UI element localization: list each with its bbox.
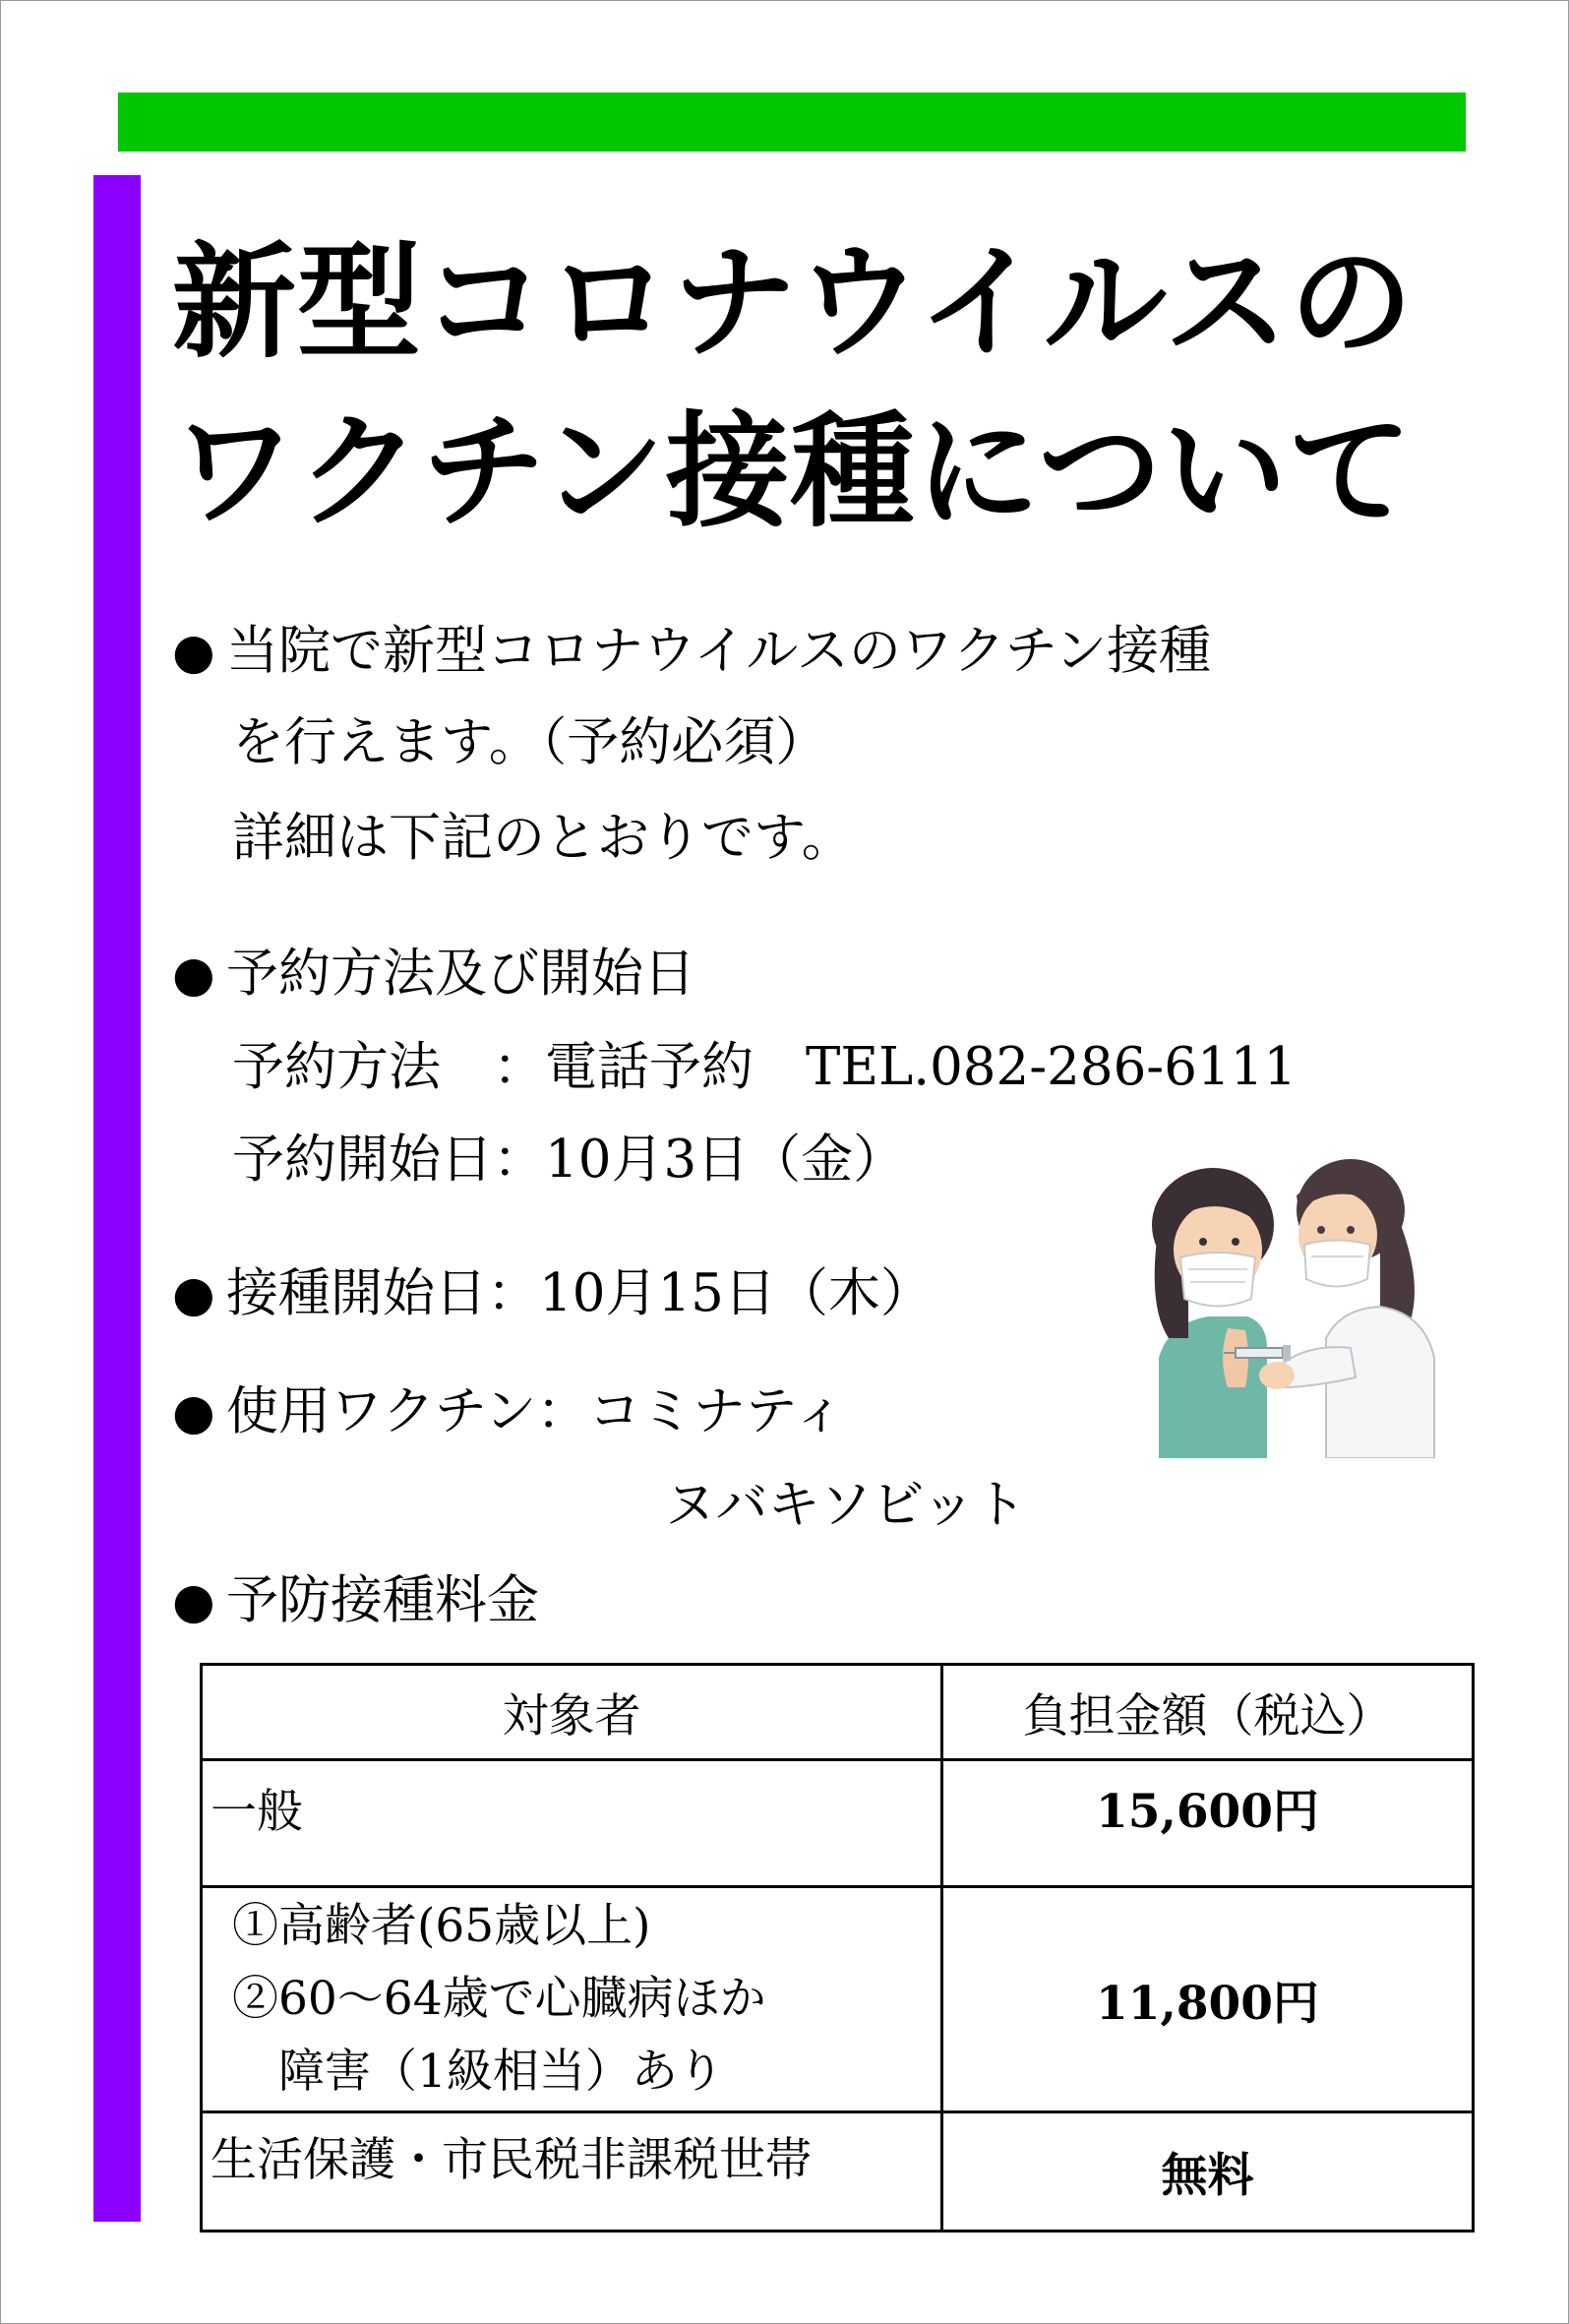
row-target-elderly [202, 1887, 942, 2112]
row-target-general: 一般 [202, 1760, 942, 1887]
vaccination-start-value: 10月15日（木） [539, 1263, 933, 1323]
bullet-icon: ● [172, 623, 215, 680]
vaccine-item-1: コミナティ [588, 1381, 846, 1441]
elderly-line-1: ①高齢者(65歳以上) [232, 1899, 651, 1953]
vaccines [172, 1381, 846, 1441]
green-header-bar [118, 92, 1466, 152]
header-amount: 負担金額（税込） [942, 1665, 1474, 1760]
vaccine-item-2: ヌバキソビット [664, 1475, 1027, 1535]
intro-line-1 [172, 621, 1212, 681]
reservation-method [232, 1037, 1297, 1097]
elderly-line-2: ②60〜64歳で心臓病ほか [232, 1972, 766, 2026]
reservation-heading [172, 944, 695, 1004]
bullet-icon: ● [172, 1383, 215, 1440]
row-amount-elderly: 11,800円 [942, 1887, 1474, 2112]
row-amount-general: 15,600円 [942, 1760, 1474, 1887]
intro-text-1: 当院で新型コロナウイルスのワクチン接種 [226, 621, 1212, 681]
reservation-method-label: 予約方法 ： [232, 1037, 545, 1097]
header-target: 対象者 [202, 1665, 942, 1760]
fee-table [200, 1663, 1475, 2232]
intro-line-3: 詳細は下記のとおりです。 [232, 808, 854, 868]
table-row [202, 1887, 1474, 2112]
reservation-start-label: 予約開始日： [232, 1130, 545, 1190]
row-amount-free: 無料 [942, 2112, 1474, 2232]
reservation-start [232, 1130, 906, 1190]
title-line-2: ワクチン接種について [172, 399, 1414, 544]
vaccination-start-label: 接種開始日： [226, 1263, 539, 1323]
reservation-start-value: 10月3日（金） [545, 1130, 906, 1190]
row-target-free: 生活保護・市民税非課税世帯 [202, 2112, 942, 2232]
elderly-line-3: 障害（1級相当）あり [232, 2045, 724, 2099]
reservation-method-value: 電話予約 TEL.082-286-6111 [545, 1037, 1297, 1097]
intro-line-2: を行えます。（予約必須） [232, 712, 828, 772]
vaccination-illustration [1129, 1151, 1444, 1458]
fees-heading-text: 予防接種料金 [226, 1570, 539, 1630]
vaccination-start [172, 1263, 933, 1323]
bullet-icon: ● [172, 1265, 215, 1322]
bullet-icon: ● [172, 946, 215, 1003]
vaccines-label: 使用ワクチン： [226, 1381, 589, 1441]
purple-side-bar [93, 175, 141, 2222]
table-header-row [202, 1665, 1474, 1760]
bullet-icon: ● [172, 1572, 215, 1629]
fees-heading [172, 1570, 539, 1630]
table-row [202, 2112, 1474, 2232]
title-line-1: 新型コロナウイルスの [172, 230, 1415, 375]
table-row [202, 1760, 1474, 1887]
reservation-heading-text: 予約方法及び開始日 [226, 944, 695, 1004]
